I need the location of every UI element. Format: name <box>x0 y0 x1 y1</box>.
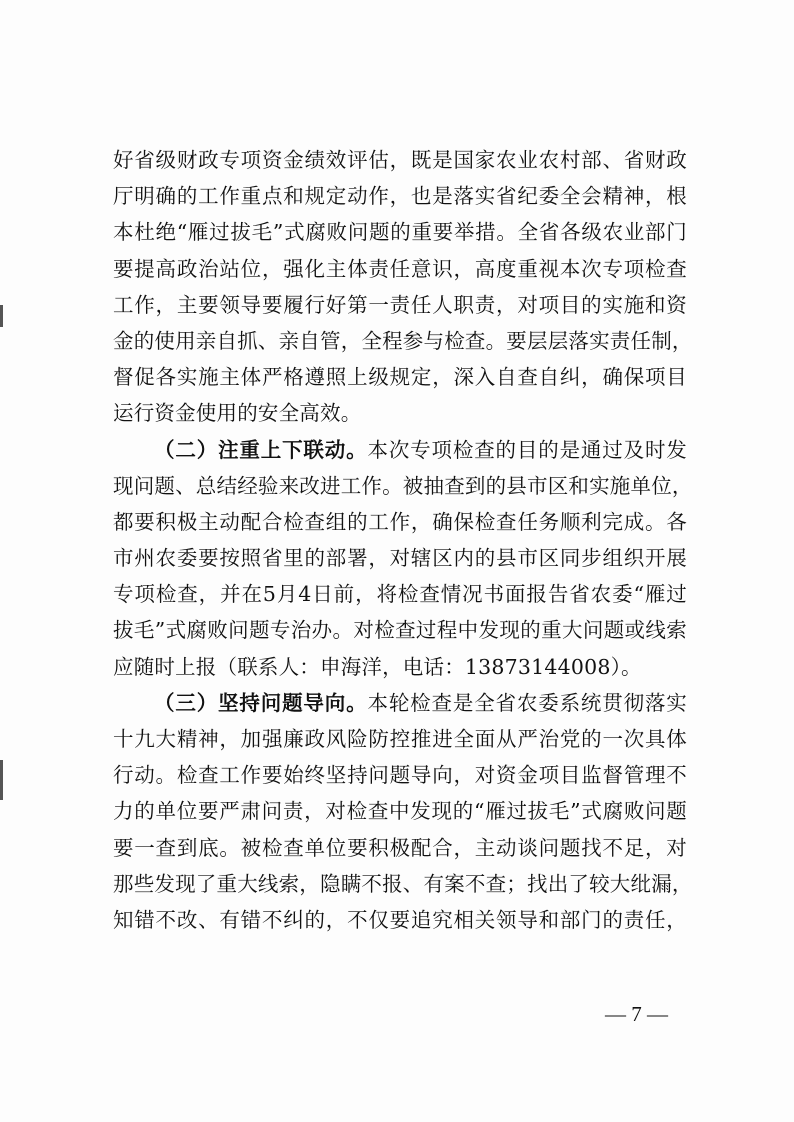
paragraph-line: 要一查到底。被检查单位要积极配合，主动谈问题找不足，对 <box>113 835 687 860</box>
paragraph-line: 专项检查，并在5月4日前，将检查情况书面报告省农委“雁过 <box>113 582 687 607</box>
paragraph-line: 拔毛”式腐败问题专治办。对检查过程中发现的重大问题或线索 <box>113 618 687 643</box>
paragraph-line: 行动。检查工作要始终坚持问题导向，对资金项目监督管理不 <box>113 763 687 788</box>
binding-mark <box>0 760 3 800</box>
paragraph-first-line <box>113 685 687 721</box>
paragraph-line: 督促各实施主体严格遵照上级规定，深入自查自纠，确保项目 <box>113 365 687 390</box>
paragraph-line: 厅明确的工作重点和规定动作，也是落实省纪委全会精神，根 <box>113 184 687 209</box>
paragraph-text: 本次专项检查的目的是通过及时发 <box>367 437 688 462</box>
section-heading: （二）注重上下联动。 <box>154 437 368 462</box>
paragraph-first-line <box>113 432 687 468</box>
paragraph-line: 现问题、总结经验来改进工作。被抽查到的县市区和实施单位， <box>113 473 693 498</box>
page-number: — 7 — <box>605 1002 668 1026</box>
paragraph-text: 本轮检查是全省农委系统贯彻落实 <box>367 690 688 715</box>
paragraph-line: 金的使用亲自抓、亲自管，全程参与检查。要层层落实责任制， <box>113 328 693 353</box>
paragraph-line: 工作，主要领导要履行好第一责任人职责，对项目的实施和资 <box>113 292 687 317</box>
paragraph-line: 力的单位要严肃问责，对检查中发现的“雁过拔毛”式腐败问题 <box>113 799 687 824</box>
paragraph-line: 那些发现了重大线索，隐瞒不报、有案不查；找出了较大纰漏， <box>113 871 693 896</box>
paragraph-line: 十九大精神，加强廉政风险防控推进全面从严治党的一次具体 <box>113 727 687 751</box>
paragraph-line: 好省级财政专项资金绩效评估，既是国家农业农村部、省财政 <box>113 148 687 172</box>
paragraph-line: 本杜绝“雁过拔毛”式腐败问题的重要举措。全省各级农业部门 <box>113 220 687 245</box>
section-heading: （三）坚持问题导向。 <box>154 690 368 715</box>
paragraph-line: 都要积极主动配合检查组的工作，确保检查任务顺利完成。各 <box>113 509 687 534</box>
paragraph-line: 知错不改、有错不纠的，不仅要追究相关领导和部门的责任， <box>113 907 687 932</box>
binding-mark <box>0 305 3 327</box>
paragraph-line: 应随时上报（联系人：申海洋，电话：13873144008）。 <box>113 654 642 679</box>
paragraph-line: 要提高政治站位，强化主体责任意识，高度重视本次专项检查 <box>113 256 687 281</box>
paragraph-line: 市州农委要按照省里的部署，对辖区内的县市区同步组织开展 <box>113 546 687 571</box>
body-text <box>113 142 693 938</box>
paragraph-line: 运行资金使用的安全高效。 <box>113 401 362 426</box>
